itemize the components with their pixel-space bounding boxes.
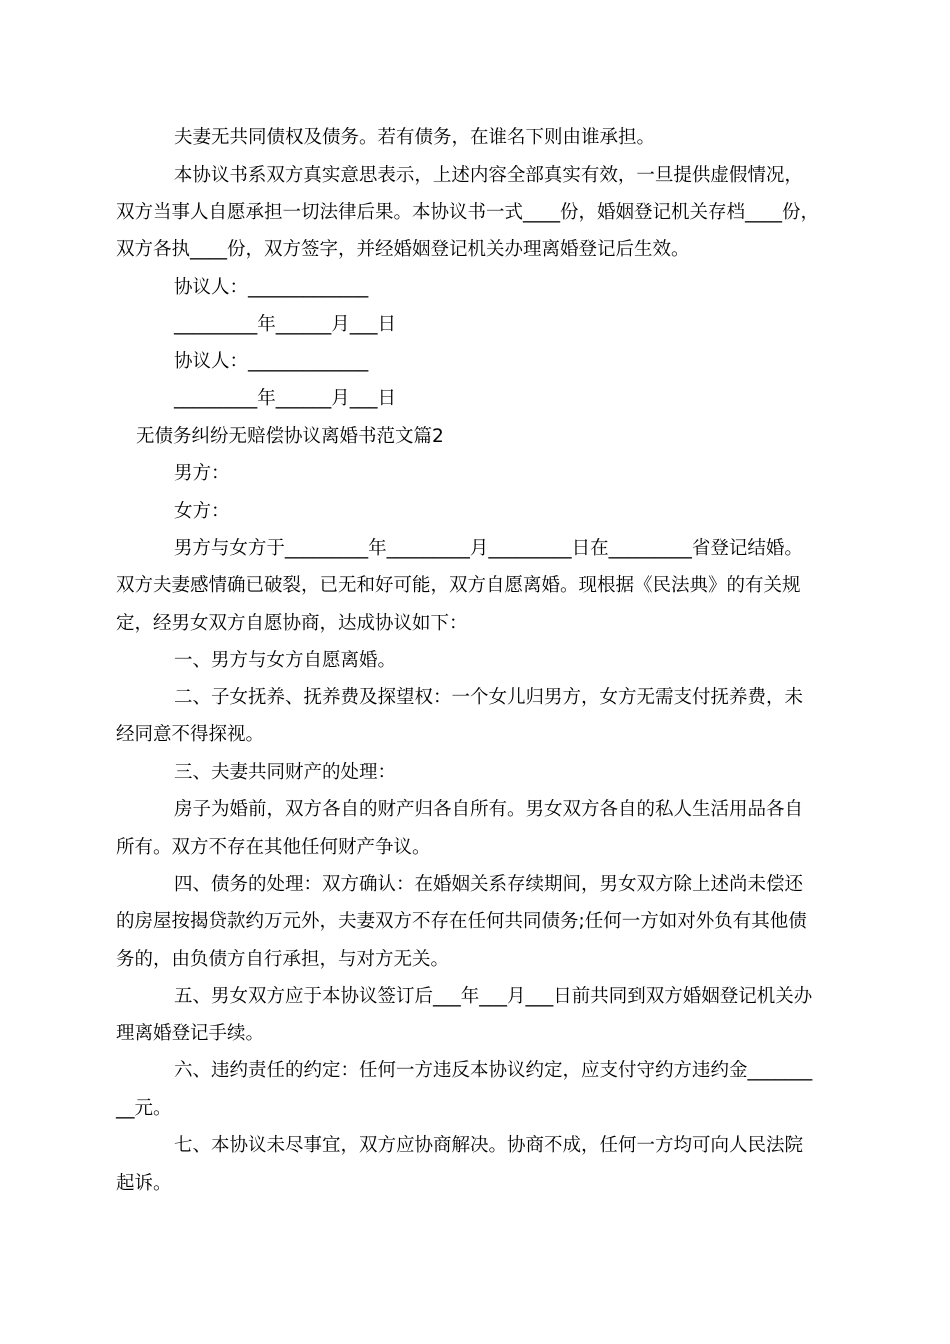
paragraph-line: 七、本协议未尽事宜，双方应协商解决。协商不成，任何一方均可向人民法院 <box>174 1135 804 1156</box>
paragraph-line: 理离婚登记手续。 <box>116 1023 265 1044</box>
paragraph-line: 的房屋按揭贷款约万元外，夫妻双方不存在任何共同债务;任何一方如对外负有其他债 <box>116 911 807 932</box>
paragraph-line: 本协议书系双方真实意思表示，上述内容全部真实有效，一旦提供虚假情况， <box>168 165 803 186</box>
date-line: _________年______月___日 <box>174 314 397 335</box>
paragraph-line: 女方： <box>174 501 230 522</box>
paragraph-line: 双方各执____份，双方签字，并经婚姻登记机关办理离婚登记后生效。 <box>116 239 690 260</box>
paragraph-line: 起诉。 <box>116 1173 172 1194</box>
paragraph-line: 房子为婚前，双方各自的财产归各自所有。男女双方各自的私人生活用品各自 <box>174 799 804 820</box>
date-line: _________年______月___日 <box>174 388 397 409</box>
paragraph-line: 男方与女方于_________年_________月_________日在_________省登记结婚。 <box>168 538 803 559</box>
section-title: 无债务纠纷无赔偿协议离婚书范文篇2 <box>136 426 444 447</box>
paragraph-line: 夫妻无共同债权及债务。若有债务，在谁名下则由谁承担。 <box>174 127 656 148</box>
signature-line: 协议人：_____________ <box>174 351 369 372</box>
paragraph-line: 双方夫妻感情确已破裂，已无和好可能，双方自愿离婚。现根据《民法典》的有关规 <box>116 575 801 596</box>
paragraph-line: 所有。双方不存在其他任何财产争议。 <box>116 837 431 858</box>
paragraph-line: 务的，由负债方自行承担，与对方无关。 <box>116 949 450 970</box>
paragraph-line: 定，经男女双方自愿协商，达成协议如下： <box>116 613 468 634</box>
paragraph-line: 经同意不得探视。 <box>116 724 265 745</box>
paragraph-line: 六、违约责任的约定：任何一方违反本协议约定，应支付守约方违约金_______ <box>174 1060 813 1081</box>
paragraph-line: 一、男方与女方自愿离婚。 <box>174 650 397 671</box>
paragraph-line: 双方当事人自愿承担一切法律后果。本协议书一式____份，婚姻登记机关存档____份， <box>116 202 820 223</box>
paragraph-line: 五、男女双方应于本协议签订后___年___月___日前共同到双方婚姻登记机关办 <box>174 986 813 1007</box>
paragraph-line: 三、夫妻共同财产的处理： <box>174 762 397 783</box>
paragraph-line: 四、债务的处理：双方确认：在婚姻关系存续期间，男女双方除上述尚未偿还 <box>174 874 804 895</box>
paragraph-line: 二、子女抚养、抚养费及探望权：一个女儿归男方，女方无需支付抚养费，未 <box>174 687 804 708</box>
signature-line: 协议人：_____________ <box>174 277 369 298</box>
paragraph-line: 男方： <box>174 463 230 484</box>
paragraph-line: __元。 <box>116 1098 172 1119</box>
